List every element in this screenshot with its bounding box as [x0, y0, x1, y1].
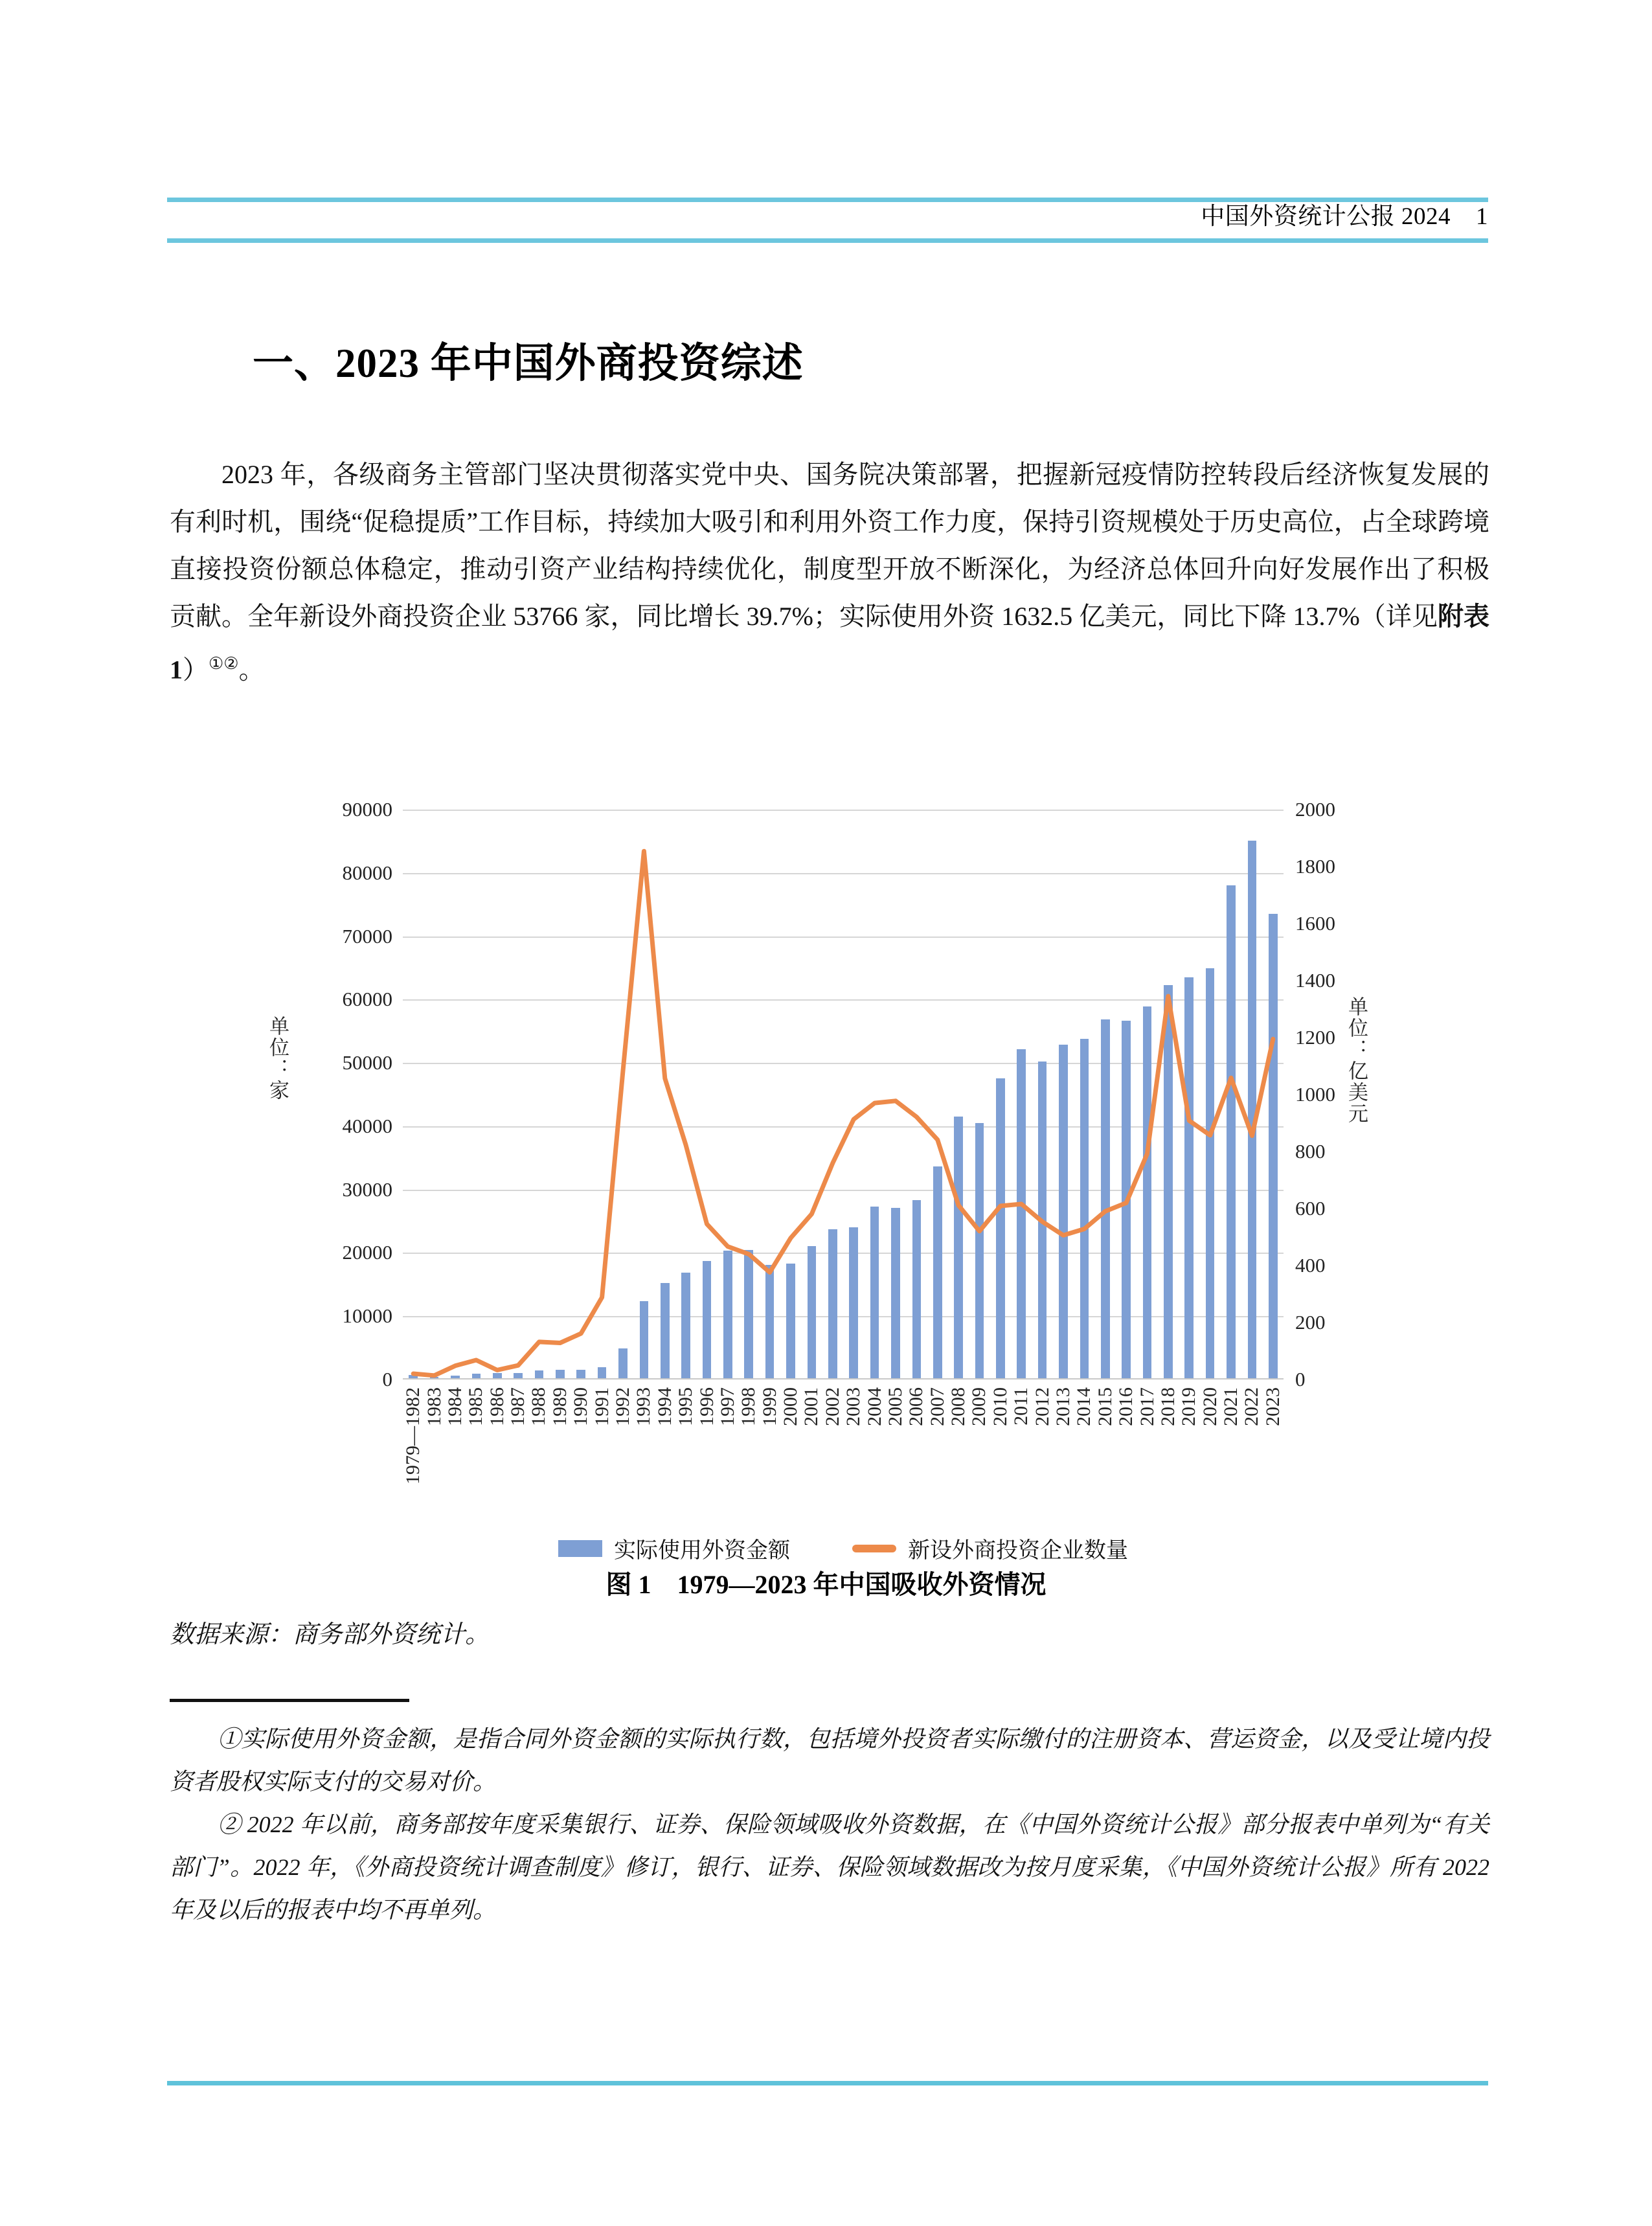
- y-axis-right-tick: 1800: [1295, 855, 1335, 878]
- y-axis-right-tick: 2000: [1295, 798, 1335, 821]
- x-axis-tick-label: 1996: [696, 1387, 718, 1426]
- x-axis-tick-label: 2004: [863, 1387, 885, 1426]
- x-axis-tick-label: 2003: [843, 1387, 865, 1426]
- x-axis-tick-label: 2022: [1241, 1387, 1263, 1426]
- x-axis-tick-label: 2013: [1052, 1387, 1074, 1426]
- body-paragraph: [170, 451, 1489, 693]
- x-axis-tick-label: 1998: [738, 1387, 760, 1426]
- y-axis-right-tick: 1400: [1295, 969, 1335, 992]
- x-axis-tick-label: 1985: [465, 1387, 487, 1426]
- y-axis-right-tick: 200: [1295, 1311, 1326, 1334]
- body-text-part-5: 。: [238, 655, 265, 685]
- y-axis-right-tick: 1000: [1295, 1083, 1335, 1106]
- x-axis-tick-label: 2010: [989, 1387, 1011, 1426]
- x-axis-tick-label: 2007: [926, 1387, 948, 1426]
- section-heading: 一、2023 年中国外商投资综述: [253, 341, 804, 386]
- figure-source-note: 数据来源：商务部外资统计。: [170, 1621, 490, 1648]
- legend-bar-label: 实际使用外资金额: [614, 1539, 790, 1563]
- y-axis-right-tick: 400: [1295, 1254, 1326, 1277]
- footnote-marker: ①②: [209, 654, 239, 673]
- page-header-title: 中国外资统计公报 2024 1: [1201, 203, 1488, 230]
- footnote-divider: [170, 1699, 409, 1702]
- y-axis-left-tick: 90000: [342, 798, 392, 821]
- y-axis-right-title: 单位：亿美元: [1345, 996, 1368, 1124]
- header-rule-bottom: [167, 238, 1488, 243]
- x-axis-tick-label: 2009: [968, 1387, 990, 1426]
- y-axis-left-tick: 60000: [342, 988, 392, 1011]
- chart-plot-area: [403, 810, 1284, 1380]
- x-axis-tick-label: 2015: [1094, 1387, 1116, 1426]
- legend-bar-swatch-icon: [558, 1540, 602, 1557]
- line-series-group: [403, 810, 1284, 1380]
- y-axis-left-tick: 0: [382, 1368, 392, 1391]
- x-axis-labels: [403, 1387, 1284, 1536]
- y-axis-left-tick: 20000: [342, 1241, 392, 1264]
- y-axis-right-tick: 1600: [1295, 912, 1335, 935]
- x-axis-tick-label: 1986: [486, 1387, 508, 1426]
- x-axis-tick-label: 2006: [905, 1387, 927, 1426]
- footnote-block: [170, 1718, 1489, 1931]
- x-axis-tick-label: 2016: [1115, 1387, 1137, 1426]
- body-text-ref-bold: 附表 1: [170, 602, 1489, 685]
- y-axis-right-tick: 1200: [1295, 1026, 1335, 1049]
- y-axis-right-tick: 800: [1295, 1140, 1326, 1163]
- body-text-part-3: ）: [183, 655, 209, 685]
- footer-rule: [167, 2081, 1488, 2085]
- x-axis-tick-label: 2023: [1262, 1387, 1284, 1426]
- x-axis-tick-label: 2019: [1178, 1387, 1200, 1426]
- x-axis-tick-label: 1999: [758, 1387, 780, 1426]
- x-axis-tick-label: 2002: [821, 1387, 843, 1426]
- x-axis-tick-label: 1991: [591, 1387, 613, 1426]
- body-text-part-1: 2023 年，各级商务主管部门坚决贯彻落实党中央、国务院决策部署，把握新冠疫情防控转段后经济恢复发展的有利时机，围绕“促稳提质”工作目标，持续加大吸引和利用外资工作力度，保持引资规模处于历史高位，占全球跨境直接投资份额总体稳定，推动引资产业结构持续优化，制度型开放不断深化，为经济总体回升向好发展作出了积极贡献。全年新设外商投资企业 53766 家，同比增长 39.7%；实际使用外资 1632.5 亿美元，同比下降 13.7%（详见: [170, 460, 1489, 631]
- x-axis-tick-label: 2005: [884, 1387, 906, 1426]
- y-axis-right-tick: 0: [1295, 1368, 1306, 1391]
- x-axis-tick-label: 2021: [1220, 1387, 1242, 1426]
- x-axis-baseline: [403, 1378, 1284, 1380]
- legend-line-swatch-icon: [852, 1545, 896, 1552]
- y-axis-right-tick: 600: [1295, 1197, 1326, 1220]
- y-axis-left-tick: 40000: [342, 1114, 392, 1137]
- y-axis-left-tick: 80000: [342, 861, 392, 884]
- x-axis-tick-label: 2012: [1031, 1387, 1053, 1426]
- footnote-item: ①实际使用外资金额，是指合同外资金额的实际执行数，包括境外投资者实际缴付的注册资本、营运资金，以及受让境内投资者股权实际支付的交易对价。: [170, 1726, 1489, 1795]
- x-axis-tick-label: 2014: [1073, 1387, 1095, 1426]
- x-axis-tick-label: 1990: [570, 1387, 592, 1426]
- x-axis-tick-label: 1989: [549, 1387, 571, 1426]
- x-axis-tick-label: 1994: [653, 1387, 675, 1426]
- footnote-item: ② 2022 年以前，商务部按年度采集银行、证券、保险领域吸收外资数据，在《中国外资统计公报》部分报表中单列为“有关部门”。2022 年，《外商投资统计调查制度》修订，银行、证券、保险领域数据改为按月度采集，《中国外资统计公报》所有 2022 年及以后的报表中均不再单列。: [170, 1811, 1489, 1923]
- x-axis-tick-label: 2018: [1157, 1387, 1179, 1426]
- x-axis-tick-label: 1983: [423, 1387, 445, 1426]
- chart-legend: [403, 1532, 1284, 1564]
- x-axis-tick-label: 2017: [1136, 1387, 1158, 1426]
- figure-chart: [259, 798, 1379, 1563]
- x-axis-tick-label: 1995: [675, 1387, 697, 1426]
- x-axis-tick-label: 2001: [800, 1387, 822, 1426]
- figure-caption: 图 1 1979—2023 年中国吸收外资情况: [605, 1570, 1047, 1599]
- y-axis-left-title: 单位：家: [266, 1016, 289, 1101]
- x-axis-tick-label: 1987: [507, 1387, 529, 1426]
- y-axis-left-tick: 70000: [342, 924, 392, 948]
- x-axis-tick-label: 1984: [444, 1387, 466, 1426]
- x-axis-tick-label: 1997: [716, 1387, 738, 1426]
- legend-item-bar: [558, 1532, 790, 1564]
- x-axis-tick-label: 2011: [1010, 1387, 1032, 1425]
- x-axis-tick-label: 1979—1982: [402, 1387, 424, 1484]
- x-axis-tick-label: 2008: [947, 1387, 969, 1426]
- x-axis-tick-label: 1992: [612, 1387, 633, 1426]
- x-axis-tick-label: 2000: [780, 1387, 802, 1426]
- y-axis-left-tick: 50000: [342, 1051, 392, 1074]
- x-axis-tick-label: 1988: [528, 1387, 550, 1426]
- y-axis-left-tick: 10000: [342, 1304, 392, 1328]
- legend-item-line: [852, 1532, 1128, 1564]
- x-axis-tick-label: 2020: [1199, 1387, 1221, 1426]
- x-axis-tick-label: 1993: [633, 1387, 655, 1426]
- legend-line-label: 新设外商投资企业数量: [908, 1539, 1128, 1563]
- y-axis-left-tick: 30000: [342, 1177, 392, 1201]
